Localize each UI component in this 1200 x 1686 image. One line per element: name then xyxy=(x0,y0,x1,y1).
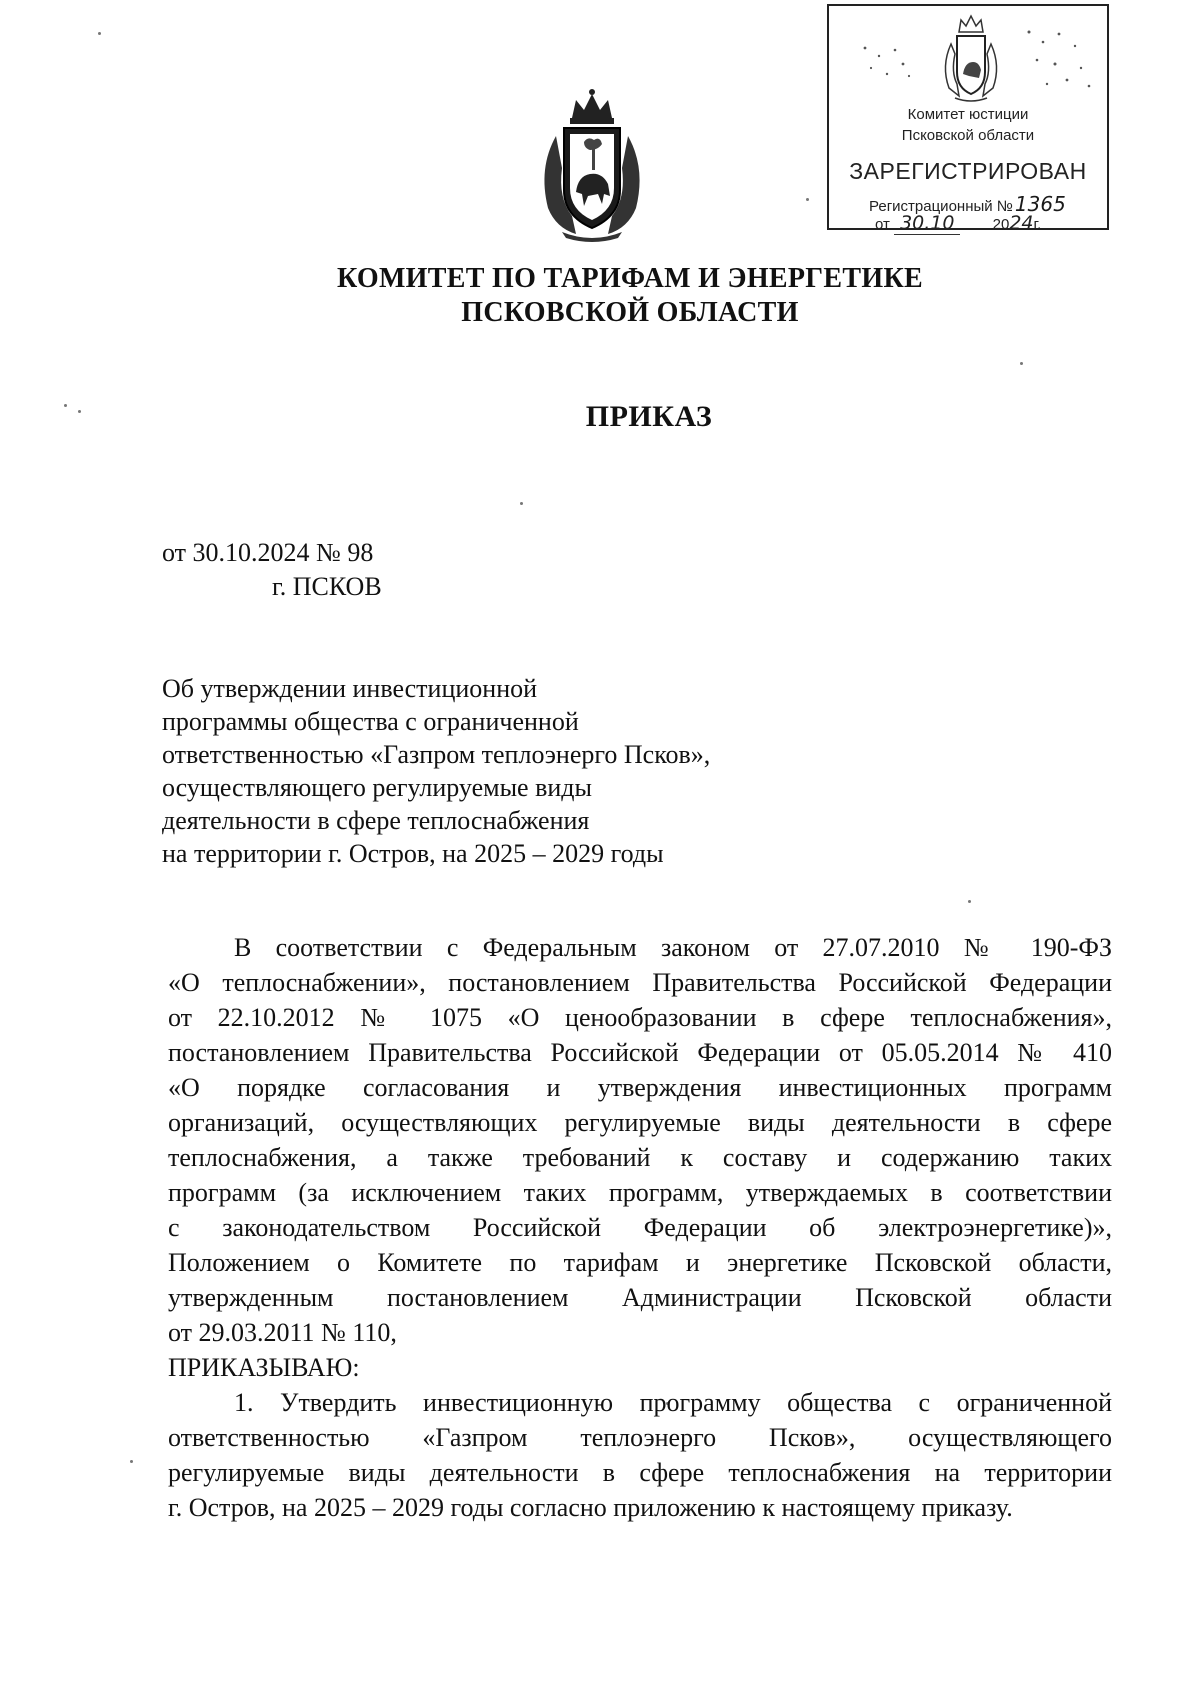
organization-title xyxy=(0,262,1200,330)
stamp-date-prefix: от xyxy=(875,216,890,233)
stamp-noise xyxy=(857,42,917,82)
item-line: 1. Утвердить инвестиционную программу общества с ограниченной xyxy=(234,1388,1112,1417)
item-line: регулируемые виды деятельности в сфере теплоснабжения на территории xyxy=(168,1458,1112,1487)
organization-title-line: ПСКОВСКОЙ ОБЛАСТИ xyxy=(461,297,799,328)
item-line: г. Остров, на 2025 – 2029 годы согласно приложению к настоящему приказу. xyxy=(168,1493,1013,1522)
stamp-org-line: Комитет юстиции xyxy=(907,106,1029,123)
subject-line: ответственностью «Газпром теплоэнерго Псков», xyxy=(162,740,711,769)
item-line: ответственностью «Газпром теплоэнерго Псков», осуществляющего xyxy=(168,1423,1112,1452)
preamble-line: от 22.10.2012 № 1075 «О ценообразовании в сфере теплоснабжения», xyxy=(168,1003,1112,1032)
order-word: ПРИКАЗЫВАЮ: xyxy=(168,1353,360,1382)
stamp-status: ЗАРЕГИСТРИРОВАН xyxy=(849,158,1087,184)
stamp-reg-label: Регистрационный № xyxy=(869,198,1013,215)
preamble-line: постановлением Правительства Российской Федерации от 05.05.2014 № 410 xyxy=(168,1038,1112,1067)
scan-speck xyxy=(130,1460,133,1463)
document-type: ПРИКАЗ xyxy=(585,400,713,433)
scan-speck xyxy=(98,32,101,35)
preamble-line: программ (за исключением таких программ, утверждаемых в соответствии xyxy=(168,1178,1112,1207)
stamp-coat-of-arms-icon xyxy=(939,14,1003,102)
registration-stamp xyxy=(827,4,1109,234)
preamble-line: с законодательством Российской Федерации об электроэнергетике)», xyxy=(168,1213,1112,1242)
scan-speck xyxy=(1020,362,1023,365)
scan-speck xyxy=(968,900,971,903)
stamp-reg-number: 1365 xyxy=(1014,192,1066,216)
document-number: от 30.10.2024 № 98 xyxy=(162,538,374,567)
preamble-line: В соответствии с Федеральным законом от 27.07.2010 № 190-ФЗ xyxy=(234,933,1112,962)
stamp-noise xyxy=(1019,24,1099,94)
stamp-date xyxy=(875,212,1041,234)
coat-of-arms-icon xyxy=(532,88,652,243)
stamp-year-end: г. xyxy=(1033,216,1042,233)
scan-speck xyxy=(520,502,523,505)
document-subject xyxy=(162,672,710,870)
preamble-line: утвержденным постановлением Администрации Псковской области xyxy=(168,1283,1112,1312)
document-body xyxy=(168,930,1112,1525)
stamp-date-value: 30.10 xyxy=(894,212,960,235)
stamp-org-line: Псковской области xyxy=(901,127,1035,144)
preamble-line: «О теплоснабжении», постановлением Правительства Российской Федерации xyxy=(168,968,1112,997)
preamble-line: Положением о Комитете по тарифам и энергетике Псковской области, xyxy=(168,1248,1112,1277)
subject-line: программы общества с ограниченной xyxy=(162,707,579,736)
preamble-line: теплоснабжения, а также требований к составу и содержанию таких xyxy=(168,1143,1112,1172)
preamble-line: «О порядке согласования и утверждения инвестиционных программ xyxy=(168,1073,1112,1102)
preamble-line: организаций, осуществляющих регулируемые виды деятельности в сфере xyxy=(168,1108,1112,1137)
stamp-year-suffix: 24 xyxy=(1009,212,1034,234)
preamble-line: от 29.03.2011 № 110, xyxy=(168,1318,397,1347)
stamp-year-prefix: 20 xyxy=(992,216,1010,233)
scan-speck xyxy=(806,198,809,201)
subject-line: деятельности в сфере теплоснабжения xyxy=(162,806,590,835)
document-city: г. ПСКОВ xyxy=(272,572,382,601)
subject-line: на территории г. Остров, на 2025 – 2029 годы xyxy=(162,839,664,868)
subject-line: осуществляющего регулируемые виды xyxy=(162,773,592,802)
stamp-organization xyxy=(829,104,1107,146)
organization-title-line: КОМИТЕТ ПО ТАРИФАМ И ЭНЕРГЕТИКЕ xyxy=(336,263,924,294)
subject-line: Об утверждении инвестиционной xyxy=(162,674,538,703)
